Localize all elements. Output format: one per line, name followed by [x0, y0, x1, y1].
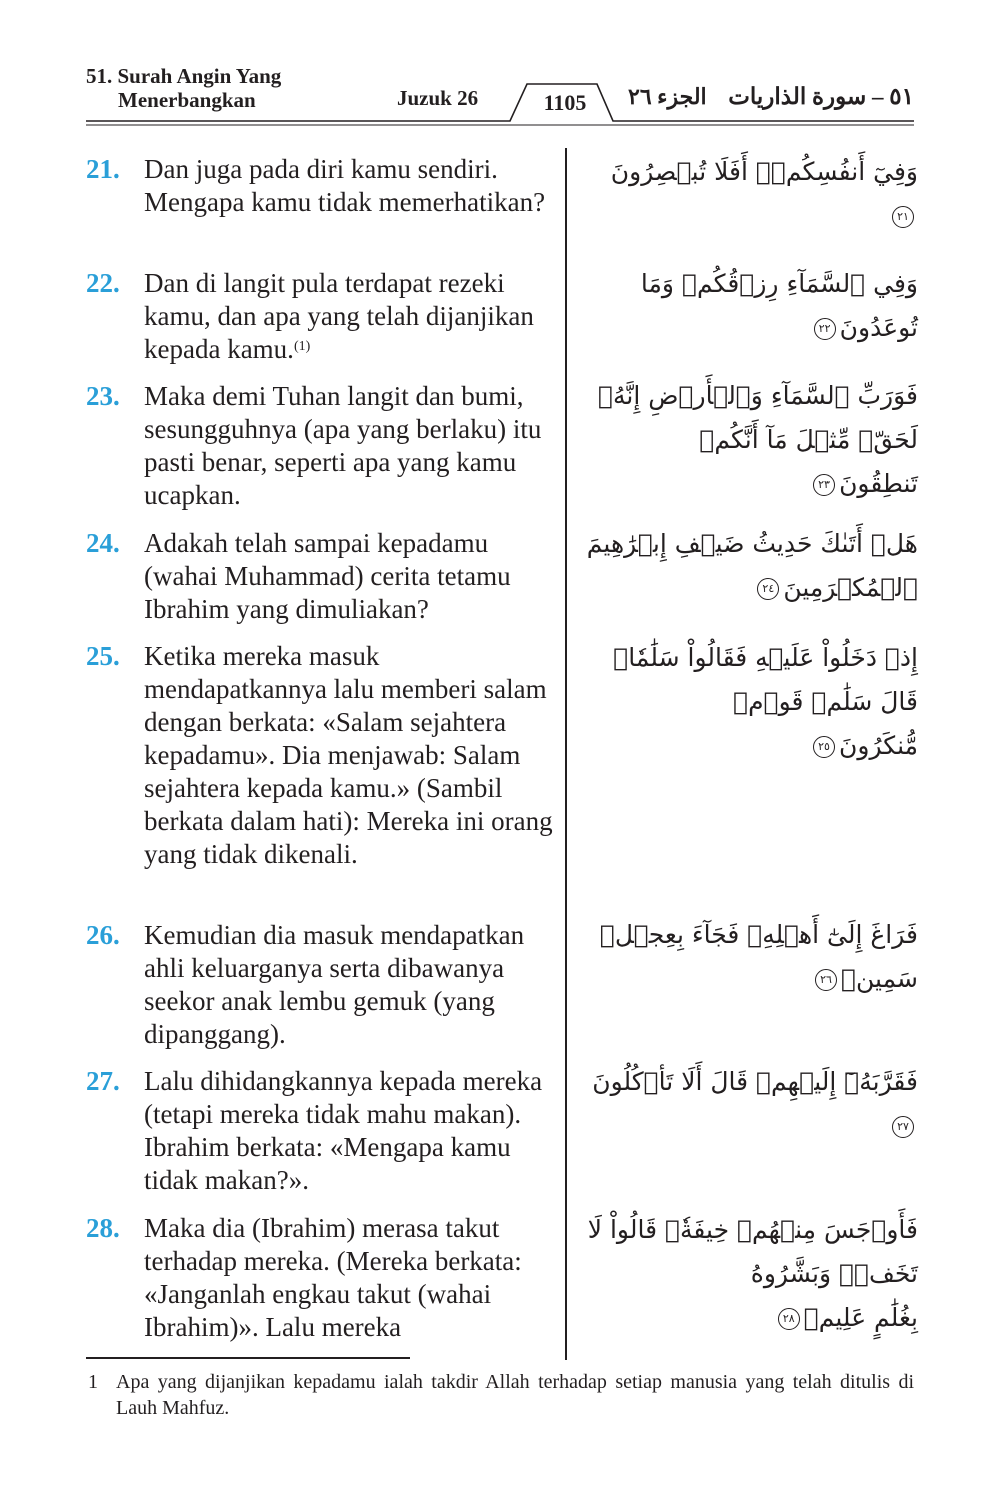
verse-translation [144, 1212, 562, 1344]
column-divider [565, 148, 567, 1360]
verse-arabic [583, 1060, 918, 1148]
ayah-end-marker: ٢٣ [813, 474, 835, 496]
verse-translation [144, 919, 562, 1051]
header-rule [0, 0, 1000, 130]
ayah-end-marker: ٢٦ [815, 969, 837, 991]
verse-number: 23. [86, 381, 120, 411]
ayah-end-marker: ٢١ [892, 206, 914, 228]
arabic-line: مُّنكَرُونَ [839, 731, 918, 760]
arabic-line: فَوَرَبِّ ٱلسَّمَآءِ وَٱلۡأَرۡضِ إِنَّهُۥ لَحَقّٞ مِّثۡلَ مَآ أَنَّكُمۡ [598, 381, 918, 454]
surah-title-line1: 51. Surah Angin Yang [86, 64, 282, 88]
verse-number: 25. [86, 641, 120, 671]
arabic-line: فَقَرَّبَهُۥٓ إِلَيۡهِمۡ قَالَ أَلَا تَأۡكُلُونَ [592, 1067, 918, 1096]
arabic-line: بِغُلَٰمٍ عَلِيمٖ [803, 1303, 918, 1332]
verse-number: 26. [86, 920, 120, 950]
arabic-line: فَرَاغَ إِلَىٰٓ أَهۡلِهِۦ فَجَآءَ بِعِجۡلٖ سَمِينٖ [599, 920, 918, 993]
verse-number: 28. [86, 1213, 120, 1243]
verse-translation [144, 267, 562, 366]
verse-text: Kemudian dia masuk mendapatkan ahli keluarganya serta dibawanya seekor anak lembu gemuk (yang dipanggang). [144, 920, 525, 1049]
verse-translation [144, 527, 562, 626]
verse-translation [144, 153, 562, 219]
footnote-rule [86, 1357, 410, 1359]
verse-text: Maka demi Tuhan langit dan bumi, sesungguhnya (apa yang berlaku) itu pasti benar, seperti apa yang kamu ucapkan. [144, 381, 542, 510]
verse-arabic [583, 913, 918, 1001]
footnote-number: 1 [88, 1371, 98, 1393]
arabic-line: هَلۡ أَتَىٰكَ حَدِيثُ ضَيۡفِ إِبۡرَٰهِيمَ ٱلۡمُكۡرَمِينَ [586, 529, 918, 602]
verse-text: Adakah telah sampai kepadamu (wahai Muhammad) cerita tetamu Ibrahim yang dimuliakan? [144, 528, 511, 624]
verse-text: Dan juga pada diri kamu sendiri. Mengapa kamu tidak memerhatikan? [144, 154, 546, 217]
verse-text: Ketika mereka masuk mendapatkannya lalu memberi salam dengan berkata: «Salam sejahtera kepadamu». Dia menjawab: Salam sejahtera kepada kamu.» (Sambil berkata dalam hati): Mereka ini orang yang tidak dikenali. [144, 641, 553, 869]
arabic-line: وَفِيٓ أَنفُسِكُمۡۚ أَفَلَا تُبۡصِرُونَ [610, 157, 918, 186]
verse-arabic [583, 522, 918, 610]
verse-arabic [583, 1208, 918, 1340]
juz-label-arabic: الجزء ٢٦ [628, 84, 707, 109]
surah-title-arabic: ٥١ – سورة الذاريات [728, 84, 914, 109]
verse-text: Dan di langit pula terdapat rezeki kamu, dan apa yang telah dijanjikan kepada kamu. [144, 268, 534, 364]
verse-number: 24. [86, 528, 120, 558]
verse-arabic [583, 374, 918, 506]
footnote-text: Apa yang dijanjikan kepadamu ialah takdir Allah terhadap setiap manusia yang telah ditulis di Lauh Mahfuz. [116, 1371, 914, 1419]
ayah-end-marker: ٢٧ [892, 1116, 914, 1138]
page-number: 1105 [543, 90, 587, 115]
arabic-line: وَفِي ٱلسَّمَآءِ رِزۡقُكُمۡ وَمَا تُوعَدُونَ [640, 269, 918, 342]
verse-number: 22. [86, 268, 120, 298]
ayah-end-marker: ٢٢ [814, 318, 836, 340]
verse-arabic [583, 150, 918, 238]
ayah-end-marker: ٢٨ [778, 1308, 800, 1330]
verse-translation [144, 640, 562, 871]
verse-text: Lalu dihidangkannya kepada mereka (tetapi mereka tidak mahu makan). Ibrahim berkata: «Mengapa kamu tidak makan?». [144, 1066, 543, 1195]
footnote-ref: (1) [293, 339, 311, 354]
verse-translation [144, 380, 562, 512]
ayah-end-marker: ٢٤ [757, 578, 779, 600]
verse-arabic [583, 262, 918, 350]
surah-title-line2: Menerbangkan [118, 88, 256, 112]
verse-translation [144, 1065, 562, 1197]
ayah-end-marker: ٢٥ [813, 736, 835, 758]
arabic-line: تَنطِقُونَ [839, 469, 918, 498]
verse-number: 27. [86, 1066, 120, 1096]
verse-arabic [583, 636, 918, 768]
verse-number: 21. [86, 154, 120, 184]
arabic-line: إِذۡ دَخَلُواْ عَلَيۡهِ فَقَالُواْ سَلَٰمٗاۖ قَالَ سَلَٰمٞ قَوۡمٞ [613, 643, 918, 716]
verse-text: Maka dia (Ibrahim) merasa takut terhadap mereka. (Mereka berkata: «Janganlah engkau takut (wahai Ibrahim)». Lalu mereka [144, 1213, 522, 1342]
arabic-line: فَأَوۡجَسَ مِنۡهُمۡ خِيفَةٗۖ قَالُواْ لَا تَخَفۡۖ وَبَشَّرُوهُ [587, 1215, 918, 1288]
juz-label: Juzuk 26 [397, 86, 479, 110]
